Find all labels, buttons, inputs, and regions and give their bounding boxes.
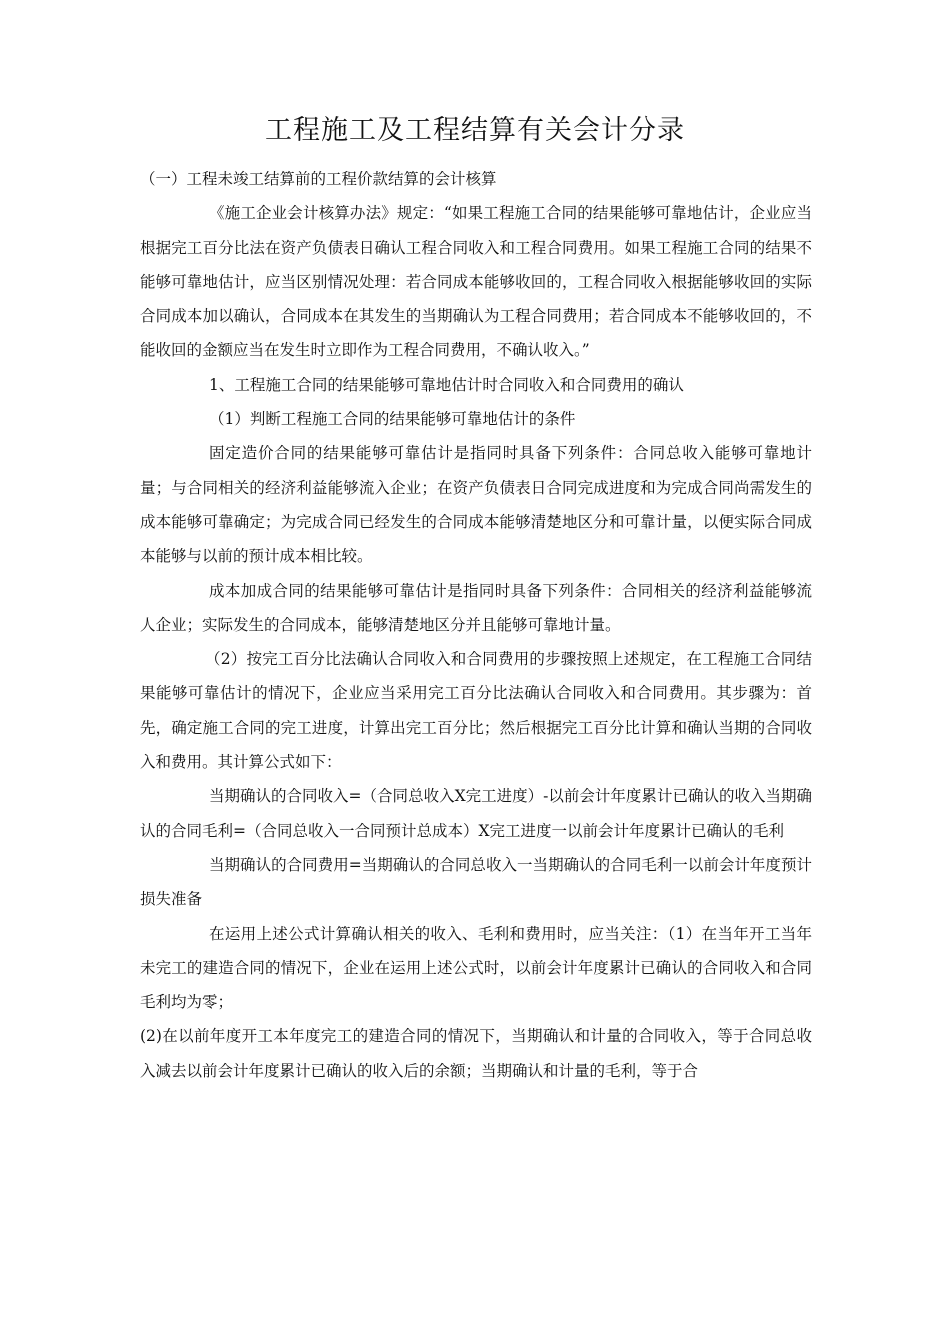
paragraph-fixed-price-contract: 固定造价合同的结果能够可靠估计是指同时具备下列条件：合同总收入能够可靠地计量；与合同相关的经济利益能够流入企业；在资产负债表日合同完成进度和为完成合同尚需发生的成本能够可靠确定；为完成合同已经发生的合同成本能够清楚地区分和可靠计量，以便实际合同成本能够与以前的预计成本相比较。 <box>140 444 812 566</box>
section-heading: （一）工程未竣工结算前的工程价款结算的会计核算 <box>140 170 497 188</box>
paragraph-notes-2: (2)在以前年度开工本年度完工的建造合同的情况下，当期确认和计量的合同收入，等于合同总收入减去以前会计年度累计已确认的收入后的余额；当期确认和计量的毛利，等于合 <box>140 1027 812 1080</box>
paragraph-regulation-quote: 《施工企业会计核算办法》规定：“如果工程施工合同的结果能够可靠地估计，企业应当根据完工百分比法在资产负债表日确认工程合同收入和工程合同费用。如果工程施工合同的结果不能够可靠地估计，应当区别情况处理：若合同成本能够收回的，工程合同收入根据能够收回的实际合同成本加以确认，合同成本在其发生的当期确认为工程合同费用；若合同成本不能够收回的，不能收回的金额应当在发生时立即作为工程合同费用，不确认收入。” <box>140 204 812 360</box>
paragraph-formula-revenue: 当期确认的合同收入=（合同总收入X完工进度）-以前会计年度累计已确认的收入当期确认的合同毛利=（合同总收入一合同预计总成本）X完工进度一以前会计年度累计已确认的毛利 <box>140 787 812 840</box>
paragraph-cost-plus-contract: 成本加成合同的结果能够可靠估计是指同时具备下列条件：合同相关的经济利益能够流人企业；实际发生的合同成本，能够清楚地区分并且能够可靠地计量。 <box>140 581 812 634</box>
subsection-heading-1: 1、工程施工合同的结果能够可靠地估计时合同收入和合同费用的确认 <box>209 375 684 394</box>
paragraph-percentage-method: （2）按完工百分比法确认合同收入和合同费用的步骤按照上述规定，在工程施工合同结果能够可靠估计的情况下，企业应当采用完工百分比法确认合同收入和合同费用。其步骤为：首先，确定施工合同的完工进度，计算出完工百分比；然后根据完工百分比计算和确认当期的合同收入和费用。其计算公式如下： <box>140 650 812 772</box>
document-body <box>140 162 812 1088</box>
subsection-heading-1-1: （1）判断工程施工合同的结果能够可靠地估计的条件 <box>209 410 576 429</box>
paragraph-notes-1: 在运用上述公式计算确认相关的收入、毛利和费用时，应当关注：（1）在当年开工当年未完工的建造合同的情况下，企业在运用上述公式时，以前会计年度累计已确认的合同收入和合同毛利均为零； <box>140 924 812 1012</box>
paragraph-formula-expense: 当期确认的合同费用=当期确认的合同总收入一当期确认的合同毛利一以前会计年度预计损失准备 <box>140 855 812 909</box>
document-title: 工程施工及工程结算有关会计分录 <box>265 115 685 146</box>
